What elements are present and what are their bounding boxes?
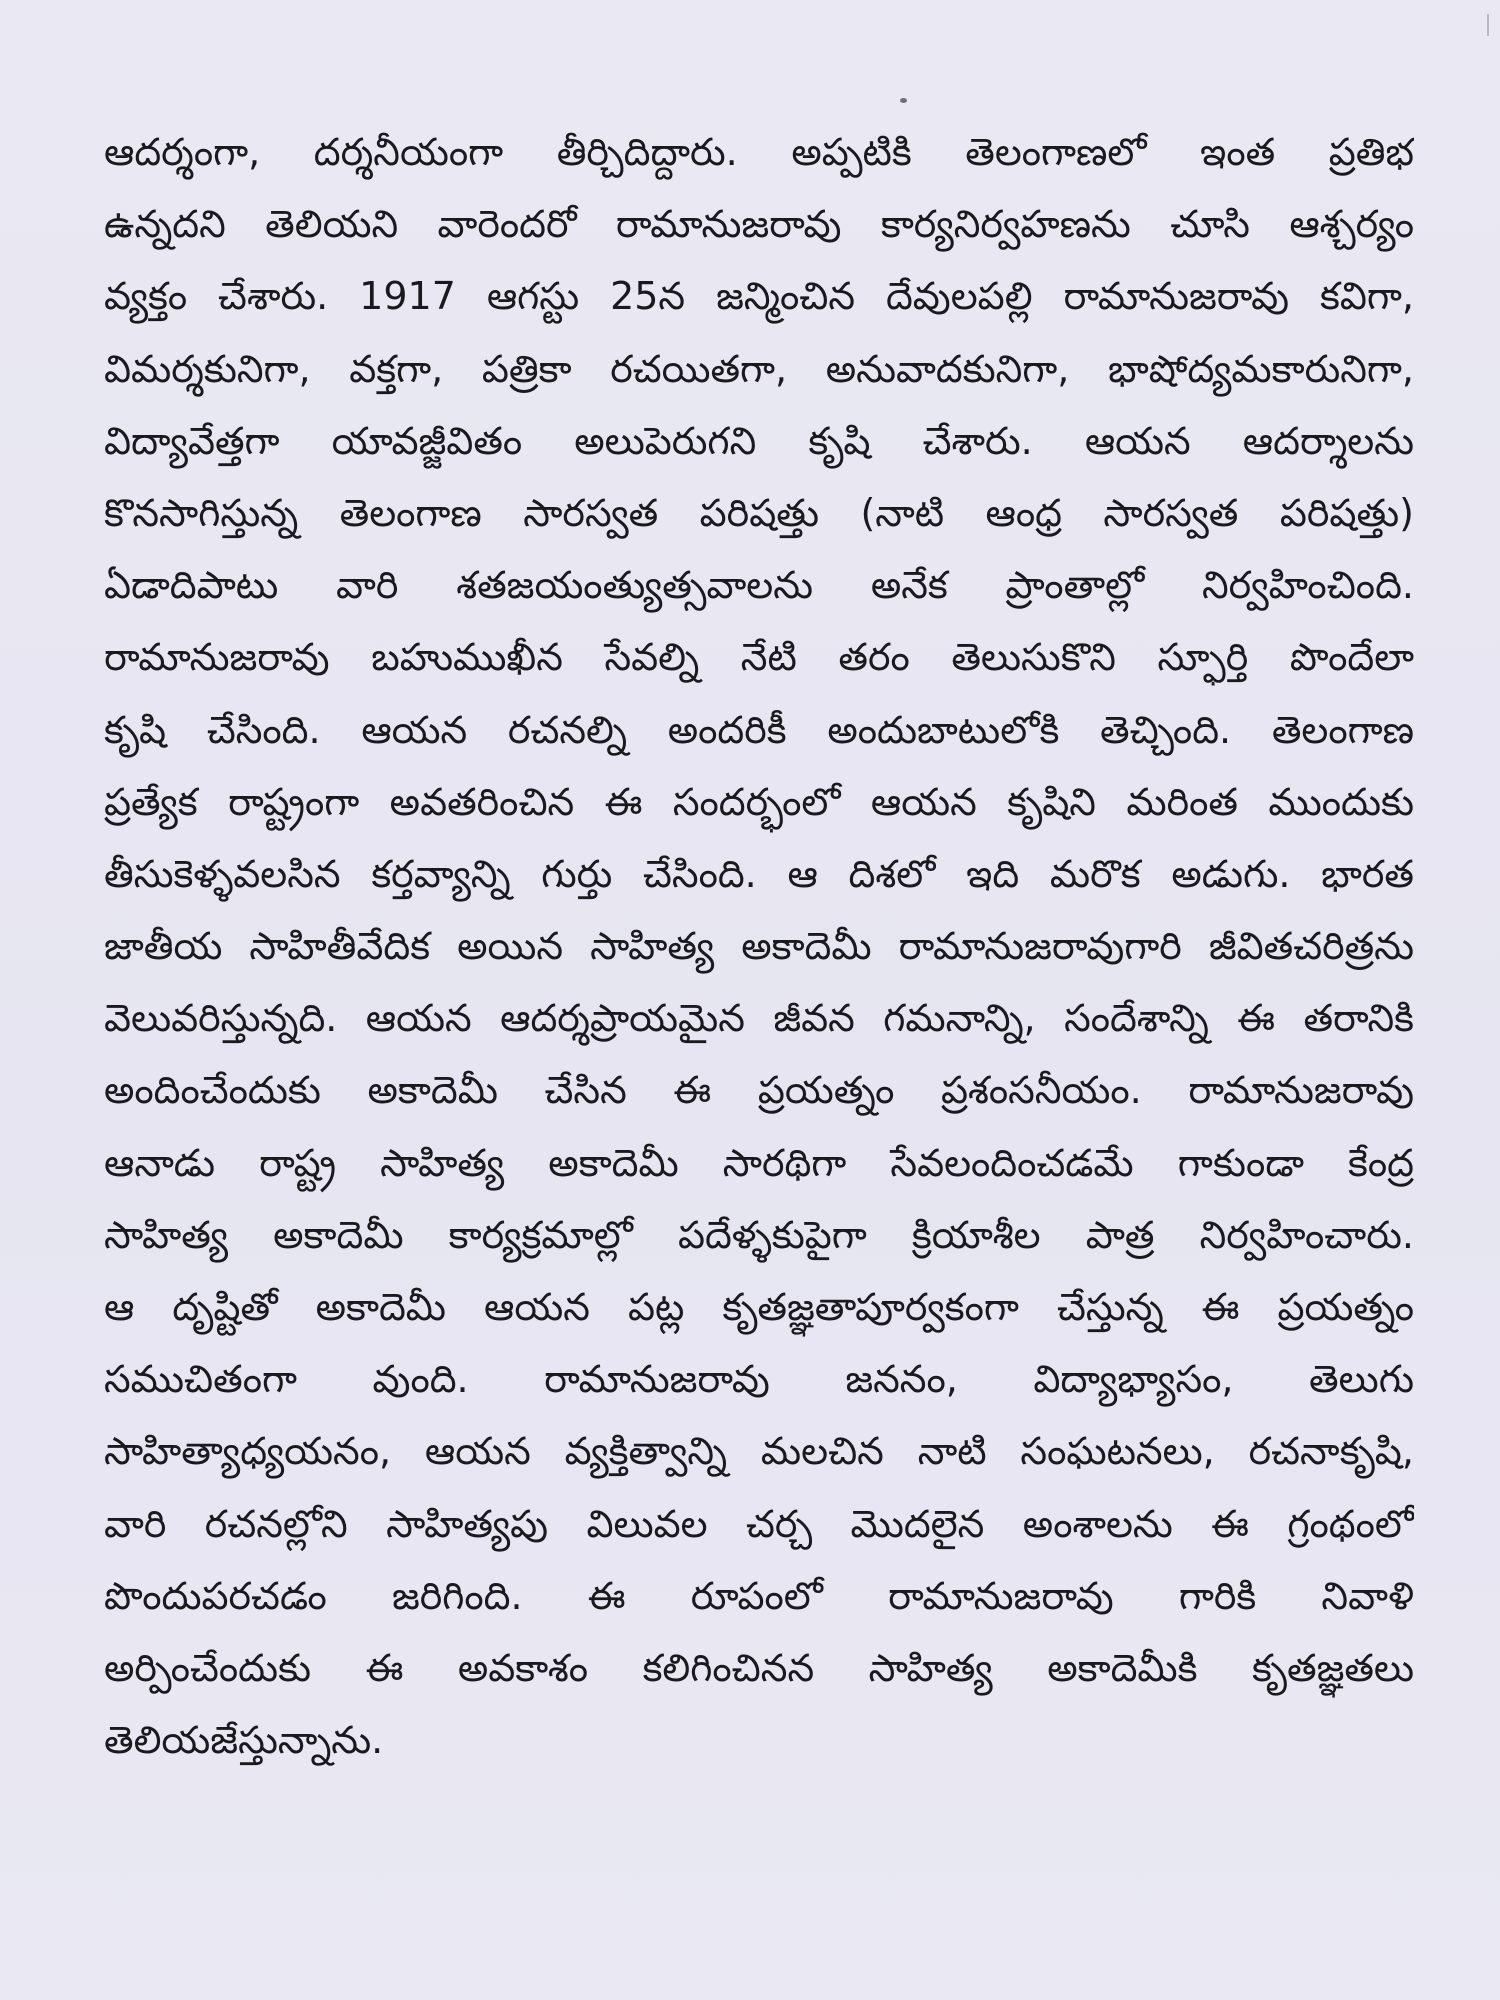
- text-line: ఉన్నదని తెలియని వారెందరో రామానుజరావు కార్యనిర్వహణను చూసి ఆశ్చర్యం: [104, 202, 1414, 247]
- text-line: ఏడాదిపాటు వారి శతజయంత్యుత్సవాలను అనేక ప్రాంతాల్లో నిర్వహించింది.: [104, 563, 1414, 608]
- text-line: తీసుకెళ్ళవలసిన కర్తవ్యాన్ని గుర్తు చేసింది. ఆ దిశలో ఇది మరొక అడుగు. భారత: [104, 851, 1414, 896]
- text-line-last: తెలియజేస్తున్నాను.: [104, 1718, 384, 1763]
- text-line: వ్యక్తం చేశారు. 1917 ఆగస్టు 25న జన్మించిన దేవులపల్లి రామానుజరావు కవిగా,: [104, 274, 1414, 319]
- text-line: కొనసాగిస్తున్న తెలంగాణ సారస్వత పరిషత్తు (నాటి ఆంధ్ర సారస్వత పరిషత్తు): [104, 490, 1414, 535]
- text-line: అందించేందుకు అకాదెమీ చేసిన ఈ ప్రయత్నం ప్రశంసనీయం. రామానుజరావు: [104, 1068, 1414, 1113]
- text-line: రామానుజరావు బహుముఖీన సేవల్ని నేటి తరం తెలుసుకొని స్ఫూర్తి పొందేలా: [104, 635, 1414, 680]
- text-line: సముచితంగా వుంది. రామానుజరావు జననం, విద్యాభ్యాసం, తెలుగు: [104, 1357, 1414, 1402]
- page-edge-mark: [1487, 14, 1489, 36]
- text-line: ప్రత్యేక రాష్ట్రంగా అవతరించిన ఈ సందర్భంలో ఆయన కృషిని మరింత ముందుకు: [104, 779, 1414, 824]
- text-line: సాహిత్య అకాదెమీ కార్యక్రమాల్లో పదేళ్ళకుపైగా క్రియాశీల పాత్ర నిర్వహించారు.: [104, 1212, 1414, 1257]
- print-speck: [900, 98, 907, 103]
- text-line: సాహిత్యాధ్యయనం, ఆయన వ్యక్తిత్వాన్ని మలచిన నాటి సంఘటనలు, రచనాకృషి,: [104, 1429, 1414, 1474]
- text-line: వెలువరిస్తున్నది. ఆయన ఆదర్శప్రాయమైన జీవన గమనాన్ని, సందేశాన్ని ఈ తరానికి: [104, 996, 1414, 1041]
- text-line: ఆదర్శంగా, దర్శనీయంగా తీర్చిదిద్దారు. అప్పటికి తెలంగాణలో ఇంత ప్రతిభ: [104, 130, 1414, 174]
- text-line: జాతీయ సాహితీవేదిక అయిన సాహిత్య అకాదెమీ రామానుజరావుగారి జీవితచరిత్రను: [104, 924, 1414, 969]
- body-paragraph: [104, 122, 1414, 1782]
- text-line: ఆ దృష్టితో అకాదెమీ ఆయన పట్ల కృతజ్ఞతాపూర్వకంగా చేస్తున్న ఈ ప్రయత్నం: [104, 1285, 1414, 1329]
- text-line: కృషి చేసింది. ఆయన రచనల్ని అందరికీ అందుబాటులోకి తెచ్చింది. తెలంగాణ: [104, 707, 1414, 752]
- text-line: ఆనాడు రాష్ట్ర సాహిత్య అకాదెమీ సారథిగా సేవలందించడమే గాకుండా కేంద్ర: [104, 1140, 1414, 1185]
- text-line: విమర్శకునిగా, వక్తగా, పత్రికా రచయితగా, అనువాదకునిగా, భాషోద్యమకారునిగా,: [104, 346, 1414, 391]
- text-line: అర్పించేందుకు ఈ అవకాశం కలిగించినన సాహిత్య అకాదెమీకి కృతజ్ఞతలు: [104, 1645, 1414, 1690]
- text-line: విద్యావేత్తగా యావజ్జీవితం అలుపెరుగని కృషి చేశారు. ఆయన ఆదర్శాలను: [104, 418, 1414, 463]
- text-line: పొందుపరచడం జరిగింది. ఈ రూపంలో రామానుజరావు గారికి నివాళి: [104, 1573, 1414, 1618]
- text-line: వారి రచనల్లోని సాహిత్యపు విలువల చర్చ మొదలైన అంశాలను ఈ గ్రంథంలో: [104, 1501, 1414, 1546]
